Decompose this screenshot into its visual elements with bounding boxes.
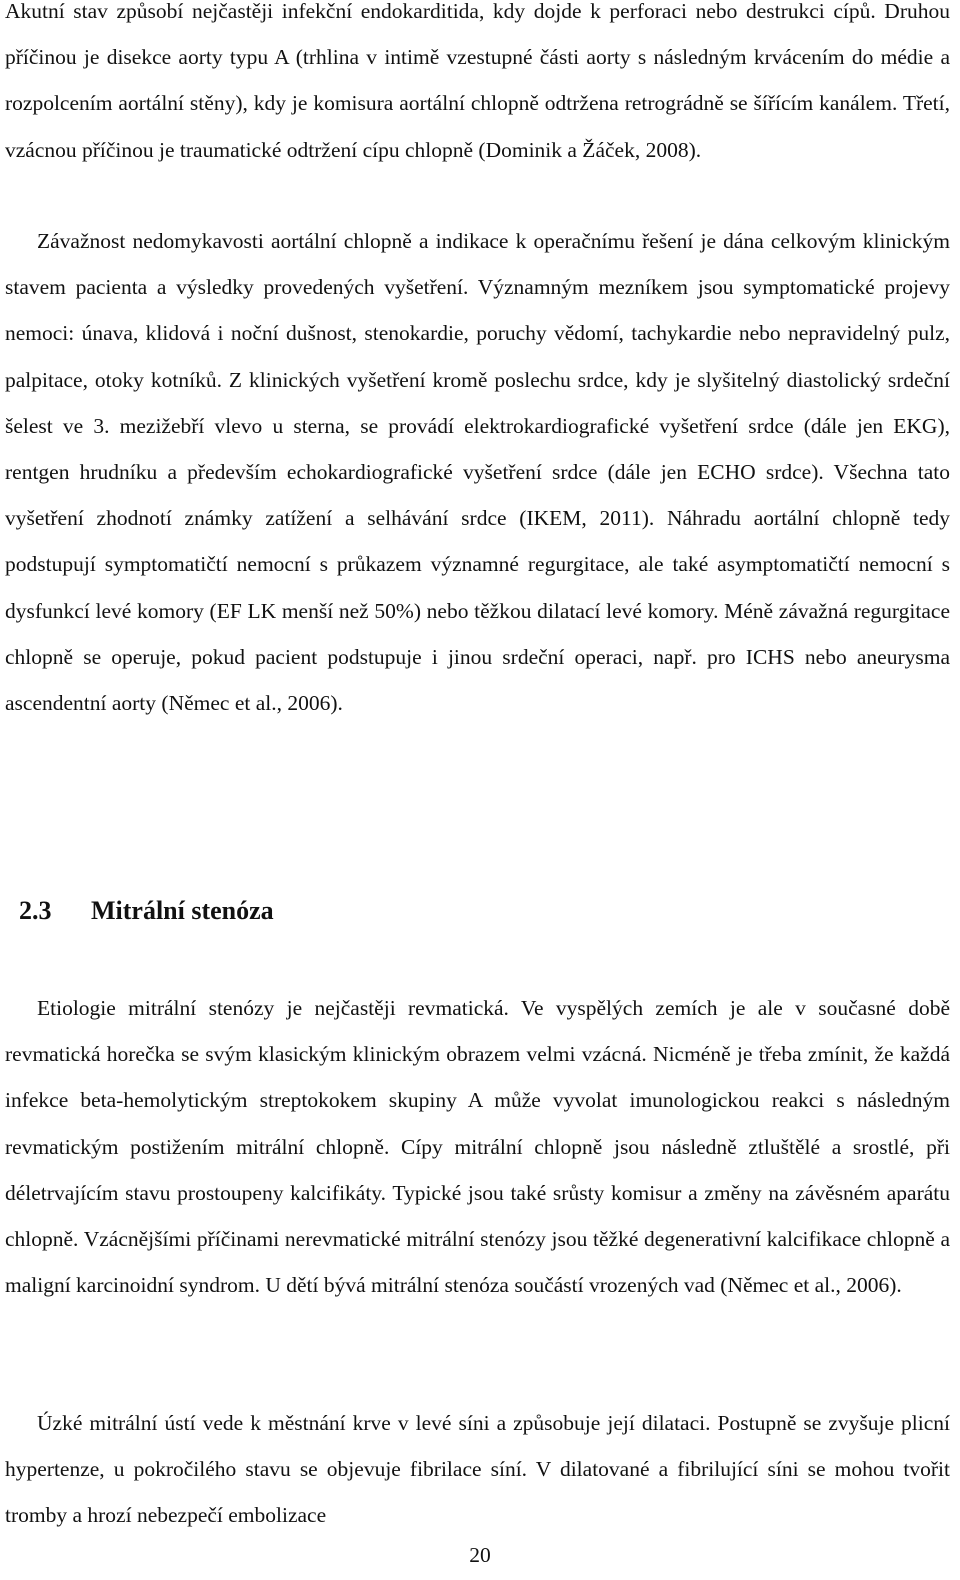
paragraph-mitral-consequences: Úzké mitrální ústí vede k městnání krve v levé síni a způsobuje její dilataci. Postupně se zvyšuje plicní hypertenze, u pokročilého stavu se objevuje fibrilace síní. V dilatované a fibrilující síni se mohou tvořit tromby a hrozí nebezpečí embolizace bbox=[5, 1411, 950, 1528]
page-number: 20 bbox=[469, 1543, 491, 1567]
paragraph-aortic-causes: Akutní stav způsobí nejčastěji infekční endokarditida, kdy dojde k perforaci nebo destrukci cípů. Druhou příčinou je disekce aorty typu A (trhlina v intimě vzestupné části aorty s následným krvácením do médie a rozpolcením aortální stěny), kdy je komisura aortální chlopně odtržena retrográdně se šířícím kanálem. Třetí, vzácnou příčinou je traumatické odtržení cípu chlopně (Dominik a Žáček, 2008). bbox=[5, 0, 950, 162]
section-number: 2.3 bbox=[19, 896, 52, 925]
paragraph-aortic-severity: Závažnost nedomykavosti aortální chlopně a indikace k operačnímu řešení je dána celkovým klinickým stavem pacienta a výsledky provedených vyšetření. Významným mezníkem jsou symptomatické projevy nemoci: únava, klidová i noční dušnost, stenokardie, poruchy vědomí, tachykardie nebo nepravidelný pulz, palpitace, otoky kotníků. Z klinických vyšetření kromě poslechu srdce, kdy je slyšitelný diastolický srdeční šelest ve 3. mezižebří vlevo u sterna, se provádí elektrokardiografické vyšetření srdce (dále jen EKG), rentgen hrudníku a především echokardiografické vyšetření srdce (dále jen ECHO srdce). Všechna tato vyšetření zhodnotí známky zatížení a selhávání srdce (IKEM, 2011). Náhradu aortální chlopně tedy podstupují symptomatičtí nemocní s průkazem významné regurgitace, ale také asymptomatičtí nemocní s dysfunkcí levé komory (EF LK menší než 50%) nebo těžkou dilatací levé komory. Méně závažná regurgitace chlopně se operuje, pokud pacient podstupuje i jinou srdeční operaci, např. pro ICHS nebo aneurysma ascendentní aorty (Němec et al., 2006). bbox=[5, 229, 950, 716]
section-heading bbox=[19, 893, 274, 929]
paragraph-mitral-etiology: Etiologie mitrální stenózy je nejčastěji revmatická. Ve vyspělých zemích je ale v současné době revmatická horečka se svým klasickým klinickým obrazem velmi vzácná. Nicméně je třeba zmínit, že každá infekce beta-hemolytickým streptokokem skupiny A může vyvolat imunologickou reakci s následným revmatickým postižením mitrální chlopně. Cípy mitrální chlopně jsou následně ztluštělé a srostlé, při déletrvajícím stavu prostoupeny kalcifikáty. Typické jsou také srůsty komisur a změny na závěsném aparátu chlopně. Vzácnějšími příčinami nerevmatické mitrální stenózy jsou těžké degenerativní kalcifikace chlopně a maligní karcinoidní syndrom. U dětí bývá mitrální stenóza součástí vrozených vad (Němec et al., 2006). bbox=[5, 996, 950, 1298]
section-title: Mitrální stenóza bbox=[91, 896, 274, 925]
